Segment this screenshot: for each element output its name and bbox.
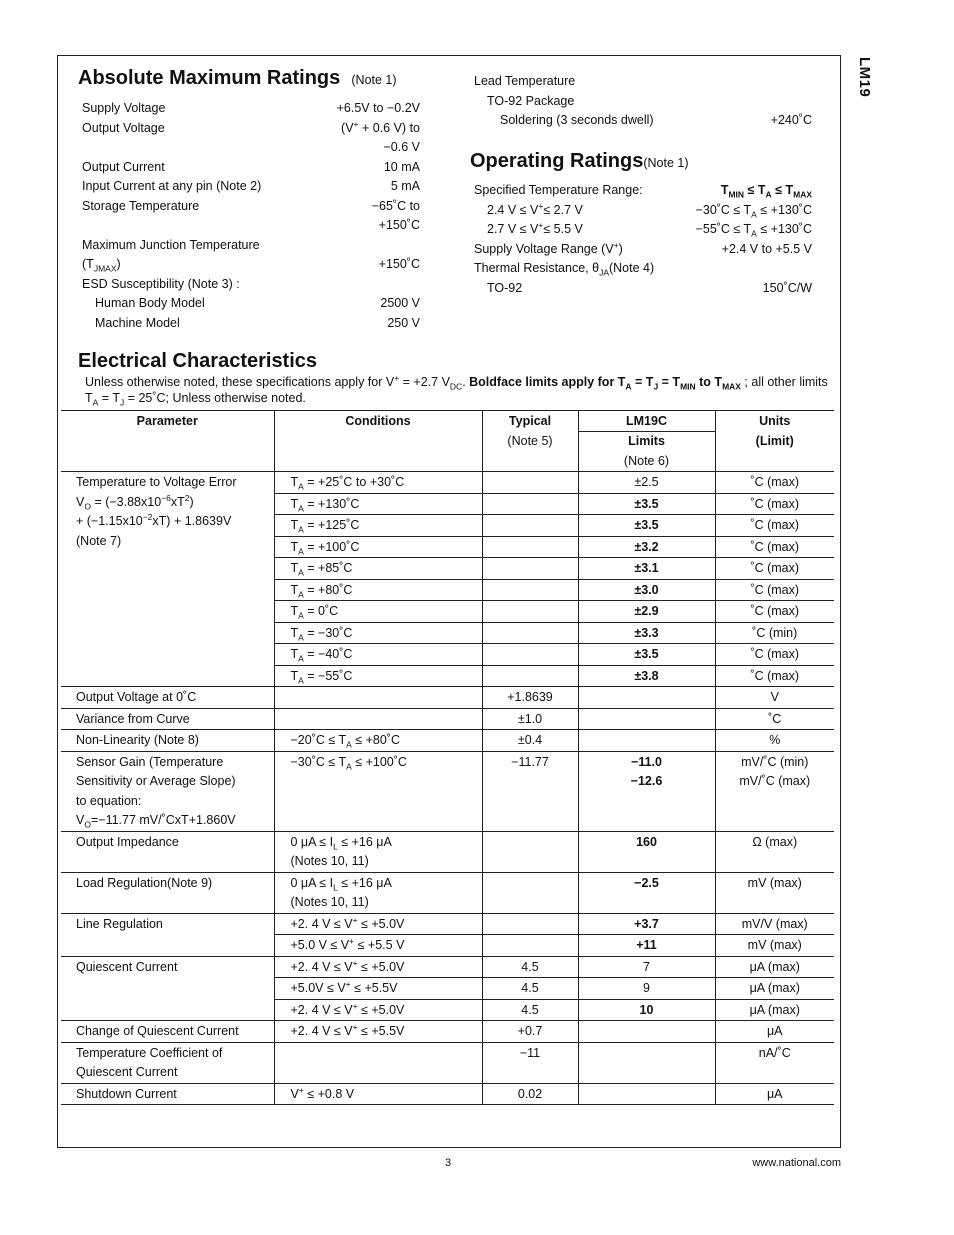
table-row: $T_A$ = −30˚C ±3.3 ˚C (min) [61, 622, 834, 644]
table-row: Shutdown Current V+ ≤ +0.8 V 0.02 μA [61, 1083, 834, 1105]
table-row: Temperature to Voltage Error $V_O = (-3.88x10^{-6}xT^2)$ + $(-1.15x10^{-2}xT) + 1.8639V$ (Note 7) $T_A$ = +25˚C to +30˚C ±2.5 ˚C (max) [61, 472, 834, 494]
abs-max-row: Input Current at any pin (Note 2) 5 mA [82, 179, 420, 193]
table-row: Load Regulation(Note 9) 0 $\mu A \le I_L \le +16$ μA (Notes 10, 11) −2.5 mV (max) [61, 872, 834, 913]
table-row: +5.0V ≤ V+ ≤ +5.5V 4.5 9 μA (max) [61, 978, 834, 1000]
lead-temp-list: Lead Temperature TO-92 Package Soldering (3 seconds dwell) +240˚C [474, 74, 812, 127]
table-row: Variance from Curve ±1.0 ˚C [61, 708, 834, 730]
table-header-row: Parameter Conditions Typical (Note 5) LM19C Limits (Note 6) Units (Limit) [61, 411, 834, 472]
table-row: $T_A$ = −55˚C ±3.8 ˚C (max) [61, 665, 834, 687]
abs-max-row: Human Body Model 2500 V [95, 296, 420, 310]
abs-max-row: −0.6 V [383, 140, 420, 154]
table-row: Sensor Gain (Temperature Sensitivity or Average Slope) to equation: $V_O=-11.77$ mV/˚CxT+1.860V −30˚C ≤ $T_A$ ≤ +100˚C −11.77 −11.0 −12.6 mV/˚C (min) mV/˚C (max) [61, 751, 834, 831]
side-label: LM19 [856, 57, 873, 98]
table-row: $T_A$ = +80˚C ±3.0 ˚C (max) [61, 579, 834, 601]
table-row: $T_A$ = +130˚C ±3.5 ˚C (max) [61, 493, 834, 515]
abs-max-row: +150˚C [378, 218, 420, 232]
table-row: Quiescent Current +2. 4 V ≤ V+ ≤ +5.0V 4.5 7 μA (max) [61, 956, 834, 978]
op-ratings-heading: Operating Ratings(Note 1) [470, 150, 689, 172]
abs-max-row: Output Current 10 mA [82, 159, 420, 174]
table-row: Change of Quiescent Current +2. 4 V ≤ V+ ≤ +5.5V +0.7 μA [61, 1021, 834, 1043]
op-ratings-list: Specified Temperature Range: $T_{MIN} \le T_A \le T_{MAX}$ 2.4 V ≤ V+≤ 2.7 V −30˚C ≤ $T_A$ ≤ +130˚C 2.7 V ≤ V+≤ 5.5 V −55˚C ≤ $T_A$ ≤ +130˚C Supply Voltage Range (V+) +2.4 V to +5.5 V Thermal Resistance, $\theta_{JA}(Note$ 4) TO-92 150˚C/W [474, 183, 812, 295]
table-row: +5.0 V ≤ V+ ≤ +5.5 V +11 mV (max) [61, 935, 834, 957]
abs-max-row: Output Voltage (V+ + 0.6 V) to [82, 118, 420, 135]
table-row: $T_A$ = −40˚C ±3.5 ˚C (max) [61, 644, 834, 666]
abs-max-row: Storage Temperature −65˚C to [82, 198, 420, 213]
abs-max-list [82, 99, 420, 333]
table-row: $T_A$ = +85˚C ±3.1 ˚C (max) [61, 558, 834, 580]
abs-max-row: Supply Voltage +6.5V to −0.2V [82, 101, 420, 115]
table-row: Output Impedance 0 $\mu A \le I_L \le +16$ μA (Notes 10, 11) 160 Ω (max) [61, 831, 834, 872]
table-row: $T_A$ = 0˚C ±2.9 ˚C (max) [61, 601, 834, 623]
table-row: +2. 4 V ≤ V+ ≤ +5.0V 4.5 10 μA (max) [61, 999, 834, 1021]
footer-url[interactable]: www.national.com [752, 1157, 841, 1169]
table-row: Line Regulation +2. 4 V ≤ V+ ≤ +5.0V +3.7 mV/V (max) [61, 913, 834, 935]
abs-max-heading: Absolute Maximum Ratings (Note 1) [78, 67, 397, 89]
page-number: 3 [445, 1157, 452, 1169]
elec-heading: Electrical Characteristics [78, 350, 318, 372]
table-row: Output Voltage at 0˚C +1.8639 V [61, 687, 834, 709]
abs-max-row: ESD Susceptibility (Note 3) : [82, 276, 240, 291]
table-row: Non-Linearity (Note 8) −20˚C ≤ $T_A$ ≤ +80˚C ±0.4 % [61, 730, 834, 752]
abs-max-row: $(T_{JMAX})$ +150˚C [82, 257, 420, 274]
table-row: $T_A$ = +100˚C ±3.2 ˚C (max) [61, 536, 834, 558]
electrical-characteristics-table [61, 410, 834, 1105]
elec-intro: Unless otherwise noted, these specifications apply for V+ = +2.7 $V_{DC}$. Boldface limits apply for $T_A = T_J = T_{MIN}$ to $T_{MAX}$ ; all other limits $T_A = T_J$ = 25˚C; Unless otherwise noted. [85, 372, 828, 408]
table-row: Temperature Coefficient of Quiescent Current −11 nA/˚C [61, 1042, 834, 1083]
table-row: $T_A$ = +125˚C ±3.5 ˚C (max) [61, 515, 834, 537]
abs-max-row: Maximum Junction Temperature [82, 237, 260, 252]
abs-max-row: Machine Model 250 V [95, 315, 420, 330]
